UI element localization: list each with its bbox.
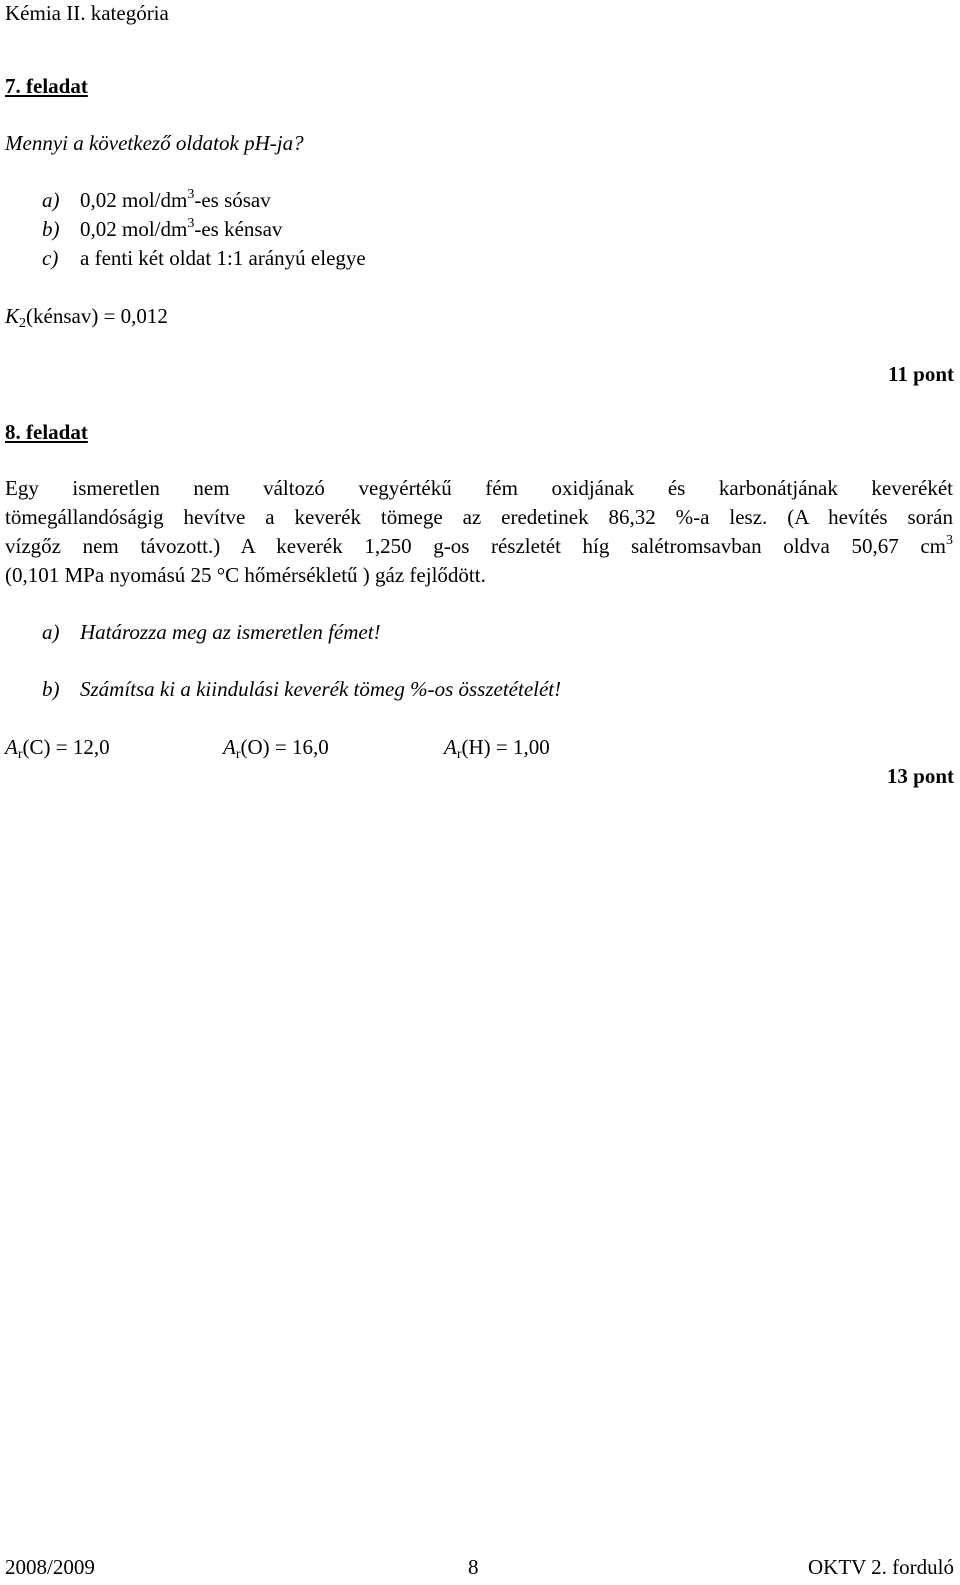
task7-question: Mennyi a következő oldatok pH-ja? <box>5 131 304 155</box>
task7-constant <box>5 304 168 331</box>
footer-page-number: 8 <box>468 1555 479 1579</box>
mass-subscript: r <box>235 747 241 762</box>
item-text: a fenti két oldat 1:1 arányú elegye <box>80 246 366 270</box>
item-sup: 3 <box>187 216 195 231</box>
constant-subscript: 2 <box>19 316 27 331</box>
item-text-post: -es sósav <box>194 188 271 212</box>
task8-line-1: Egy ismeretlen nem változó vegyértékű fém oxidjának és karbonátjának keverékét <box>5 476 953 500</box>
task8-line-2: tömegállandóságig hevítve a keverék tömege az eredetinek 86,32 %-a lesz. (A hevítés során <box>5 505 953 529</box>
task7-item-b <box>42 216 283 241</box>
mass-rest: (H) = 1,00 <box>461 735 550 759</box>
question-label: b) <box>42 677 60 701</box>
atomic-mass-h <box>444 735 550 762</box>
mass-rest: (C) = 12,0 <box>22 735 110 759</box>
mass-symbol: A <box>223 735 236 759</box>
item-sup: 3 <box>187 187 195 202</box>
item-label: b) <box>42 217 60 241</box>
question-text: Számítsa ki a kiindulási keverék tömeg %-os összetételét! <box>80 677 562 701</box>
mass-subscript: r <box>17 747 23 762</box>
task8-question-b <box>42 677 562 701</box>
footer-year: 2008/2009 <box>5 1555 95 1579</box>
task7-points: 11 pont <box>888 362 954 386</box>
task7-item-c <box>42 246 366 270</box>
mass-symbol: A <box>5 735 18 759</box>
task8-line-3 <box>5 533 953 558</box>
footer-round: OKTV 2. forduló <box>807 1555 954 1579</box>
task8-points: 13 pont <box>886 764 954 788</box>
atomic-mass-c <box>5 735 110 762</box>
task7-item-a <box>42 187 271 212</box>
task8-line-3-sup: 3 <box>946 533 953 548</box>
item-text-pre: 0,02 mol/dm <box>80 188 188 212</box>
task7-heading: 7. feladat <box>5 74 88 98</box>
task8-line-3-text: vízgőz nem távozott.) A keverék 1,250 g-os részletét híg salétromsavban oldva 50,67 cm <box>5 534 946 558</box>
constant-rest: (kénsav) = 0,012 <box>26 304 168 328</box>
item-label: c) <box>42 246 59 270</box>
mass-rest: (O) = 16,0 <box>240 735 329 759</box>
mass-subscript: r <box>456 747 462 762</box>
item-label: a) <box>42 188 60 212</box>
question-text: Határozza meg az ismeretlen fémet! <box>80 620 381 644</box>
task8-question-a <box>42 620 381 644</box>
mass-symbol: A <box>444 735 457 759</box>
page-header-title: Kémia II. kategória <box>5 1 169 25</box>
item-text-pre: 0,02 mol/dm <box>80 217 188 241</box>
question-label: a) <box>42 620 60 644</box>
task8-heading: 8. feladat <box>5 420 88 444</box>
task8-line-4: (0,101 MPa nyomású 25 °C hőmérsékletű ) gáz fejlődött. <box>5 563 486 587</box>
item-text-post: -es kénsav <box>194 217 283 241</box>
constant-symbol: K <box>5 304 20 328</box>
atomic-mass-o <box>223 735 329 762</box>
